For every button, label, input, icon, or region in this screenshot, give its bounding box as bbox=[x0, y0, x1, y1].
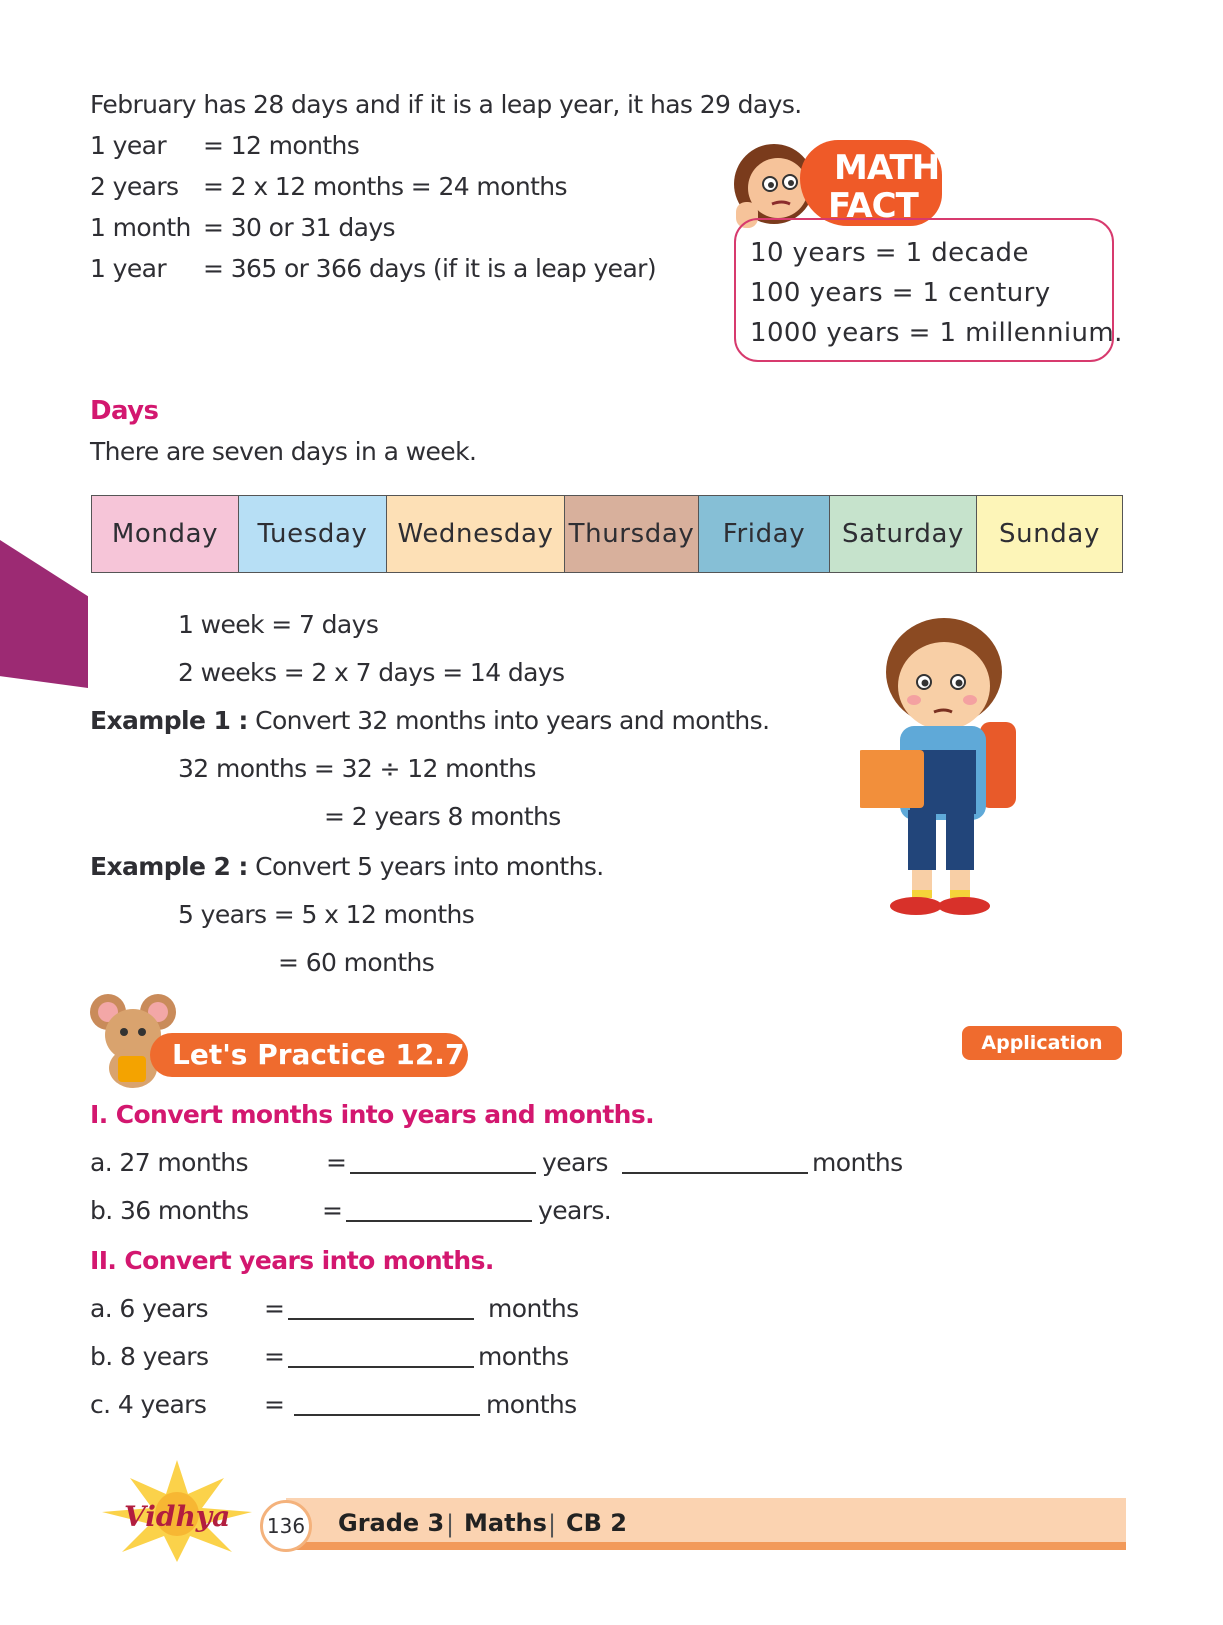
conversion-right: = 30 or 31 days bbox=[203, 213, 395, 242]
answer-blank[interactable] bbox=[346, 1220, 532, 1222]
days-intro: There are seven days in a week. bbox=[90, 437, 477, 466]
side-tab-decoration bbox=[0, 540, 88, 688]
equals-sign: = bbox=[264, 1294, 285, 1323]
day-cell: Friday bbox=[699, 496, 830, 572]
math-fact-word: MATH bbox=[834, 148, 940, 188]
thinking-boy-illustration bbox=[860, 600, 1020, 940]
unit-label: months bbox=[812, 1148, 903, 1177]
example-step: 32 months = 32 ÷ 12 months bbox=[178, 754, 536, 783]
example-1 bbox=[90, 706, 769, 736]
exercise-label: c. 4 years bbox=[90, 1390, 207, 1419]
application-tag: Application bbox=[962, 1026, 1122, 1060]
exercise-label: b. 8 years bbox=[90, 1342, 209, 1371]
equals-sign: = bbox=[326, 1148, 347, 1177]
day-cell: Monday bbox=[92, 496, 239, 572]
example-label: Example 1 : bbox=[90, 706, 248, 735]
fact-line: 1000 years = 1 millennium. bbox=[750, 318, 1123, 348]
day-cell: Sunday bbox=[977, 496, 1122, 572]
conversion-right: = 365 or 366 days (if it is a leap year) bbox=[203, 254, 657, 283]
conversion-right: = 12 months bbox=[203, 131, 360, 160]
unit-label: years. bbox=[538, 1196, 612, 1225]
conversion-right: = 2 x 12 months = 24 months bbox=[203, 172, 567, 201]
days-heading: Days bbox=[90, 396, 159, 426]
week-line: 2 weeks = 2 x 7 days = 14 days bbox=[178, 658, 565, 687]
fact-line: 10 years = 1 decade bbox=[750, 238, 1029, 268]
footer-separator: | bbox=[548, 1510, 557, 1538]
days-of-week-table bbox=[91, 495, 1123, 573]
section-heading: I. Convert months into years and months. bbox=[90, 1100, 655, 1129]
example-step: = 60 months bbox=[278, 948, 435, 977]
answer-blank[interactable] bbox=[350, 1172, 536, 1174]
exercise-label: a. 27 months bbox=[90, 1148, 248, 1177]
example-2 bbox=[90, 852, 604, 882]
example-label: Example 2 : bbox=[90, 852, 248, 881]
day-cell: Thursday bbox=[565, 496, 699, 572]
equals-sign: = bbox=[264, 1390, 285, 1419]
footer-separator: | bbox=[446, 1510, 455, 1538]
example-step: 5 years = 5 x 12 months bbox=[178, 900, 475, 929]
unit-label: months bbox=[486, 1390, 577, 1419]
footer-book: CB 2 bbox=[566, 1509, 627, 1537]
answer-blank[interactable] bbox=[622, 1172, 808, 1174]
math-fact-box bbox=[734, 218, 1123, 362]
footer-grade: Grade 3 bbox=[338, 1509, 445, 1537]
example-text: Convert 5 years into months. bbox=[255, 852, 604, 881]
fact-fact-word: FACT bbox=[828, 186, 918, 226]
page-number: 136 bbox=[260, 1500, 312, 1552]
conversion-row bbox=[90, 172, 567, 202]
section-heading: II. Convert years into months. bbox=[90, 1246, 494, 1275]
day-cell: Tuesday bbox=[239, 496, 387, 572]
conversion-left: 1 year bbox=[90, 254, 167, 283]
exercise-label: a. 6 years bbox=[90, 1294, 208, 1323]
vidhya-logo bbox=[92, 1456, 262, 1566]
conversion-row bbox=[90, 131, 359, 161]
week-line: 1 week = 7 days bbox=[178, 610, 379, 639]
unit-label: months bbox=[478, 1342, 569, 1371]
answer-blank[interactable] bbox=[294, 1414, 480, 1416]
equals-sign: = bbox=[322, 1196, 343, 1225]
unit-label: months bbox=[488, 1294, 579, 1323]
unit-label: years bbox=[542, 1148, 608, 1177]
answer-blank[interactable] bbox=[288, 1318, 474, 1320]
logo-text: Vidhya bbox=[124, 1500, 231, 1533]
practice-title: Let's Practice 12.7 bbox=[150, 1033, 468, 1077]
conversion-left: 1 month bbox=[90, 213, 191, 242]
fact-line: 100 years = 1 century bbox=[750, 278, 1051, 308]
conversion-row bbox=[90, 254, 656, 284]
conversion-row bbox=[90, 213, 395, 243]
example-text: Convert 32 months into years and months. bbox=[255, 706, 770, 735]
day-cell: Wednesday bbox=[387, 496, 565, 572]
conversion-left: 2 years bbox=[90, 172, 179, 201]
conversion-left: 1 year bbox=[90, 131, 167, 160]
example-step: = 2 years 8 months bbox=[324, 802, 561, 831]
equals-sign: = bbox=[264, 1342, 285, 1371]
answer-blank[interactable] bbox=[288, 1366, 474, 1368]
intro-line: February has 28 days and if it is a leap year, it has 29 days. bbox=[90, 90, 802, 119]
footer-subject: Maths bbox=[464, 1509, 547, 1537]
exercise-label: b. 36 months bbox=[90, 1196, 249, 1225]
day-cell: Saturday bbox=[830, 496, 977, 572]
